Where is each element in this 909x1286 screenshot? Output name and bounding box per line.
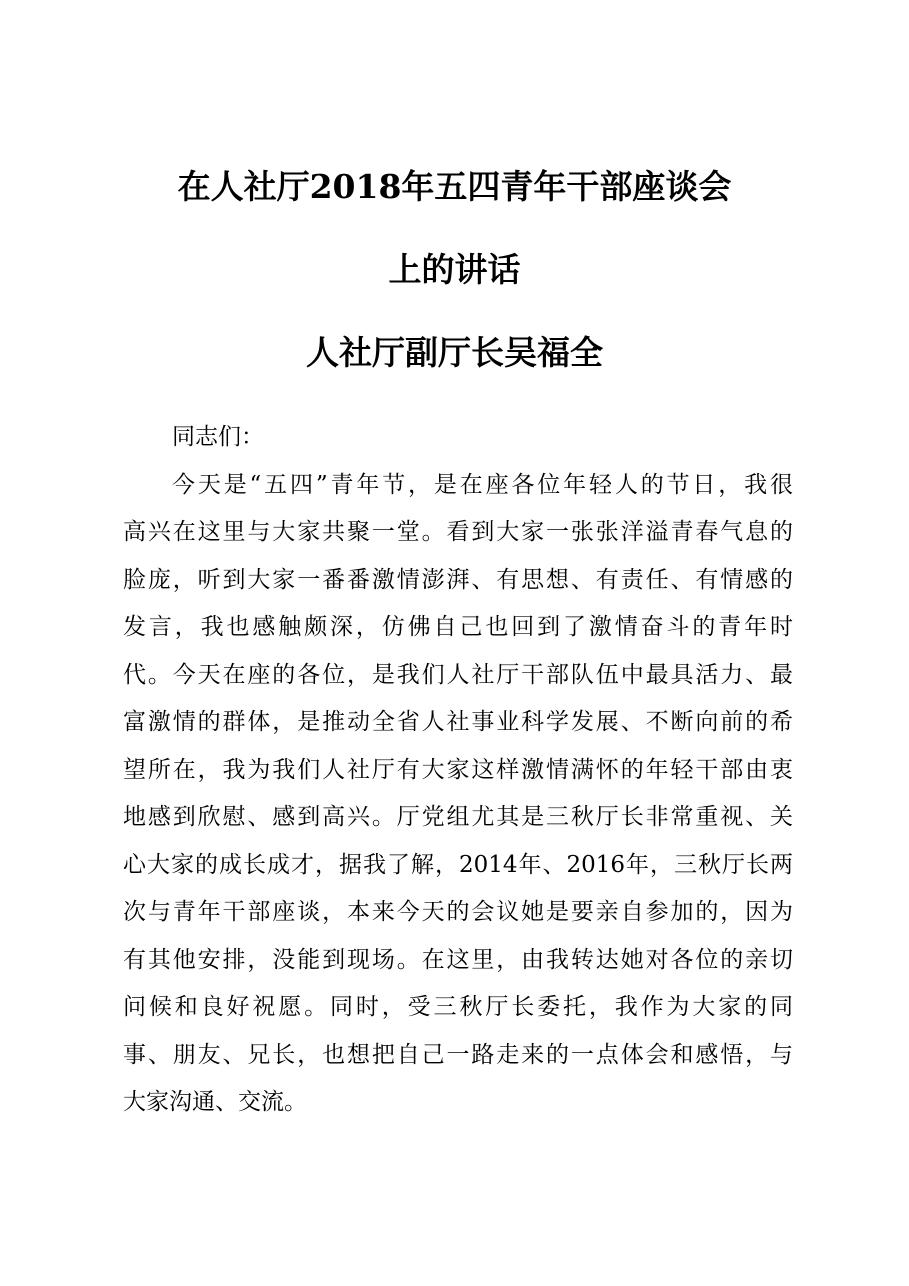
- body-line: 发言，我也感触颇深，仿佛自己也回到了激情奋斗的青年时: [123, 614, 793, 640]
- body-line: 有其他安排，没能到现场。在这里，由我转达她对各位的亲切: [123, 947, 793, 973]
- body-line: 地感到欣慰、感到高兴。厅党组尤其是三秋厅长非常重视、关: [123, 804, 793, 830]
- body-line: 望所在，我为我们人社厅有大家这样激情满怀的年轻干部由衷: [123, 757, 793, 783]
- body-line: 富激情的群体，是推动全省人社事业科学发展、不断向前的希: [123, 709, 793, 735]
- body-line: 今天是“五四”青年节，是在座各位年轻人的节日，我很: [172, 472, 793, 498]
- body-line: 大家沟通、交流。: [123, 1089, 307, 1115]
- salutation: 同志们：: [172, 424, 264, 450]
- body-line: 高兴在这里与大家共聚一堂。看到大家一张张洋溢青春气息的: [123, 519, 793, 545]
- body-line: 事、朋友、兄长，也想把自己一路走来的一点体会和感悟，与: [123, 1042, 793, 1068]
- body-line: 代。今天在座的各位，是我们人社厅干部队伍中最具活力、最: [123, 662, 793, 688]
- title-line-1: 在人社厅2018年五四青年干部座谈会: [177, 167, 732, 206]
- body-line: 脸庞，听到大家一番番激情澎湃、有思想、有责任、有情感的: [123, 567, 793, 593]
- speaker-line: 人社厅副厅长吴福全: [306, 333, 603, 372]
- body-line: 次与青年干部座谈，本来今天的会议她是要亲自参加的，因为: [123, 899, 793, 925]
- body-line: 问候和良好祝愿。同时，受三秋厅长委托，我作为大家的同: [123, 994, 793, 1020]
- body-line: 心大家的成长成才，据我了解，2014年、2016年，三秋厅长两: [123, 852, 793, 878]
- title-line-2: 上的讲话: [388, 250, 521, 289]
